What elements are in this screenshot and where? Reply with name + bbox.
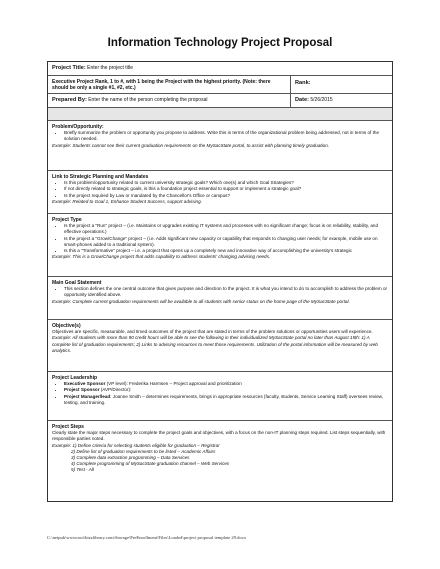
objectives-example: Example: All students with more than 90 credit hours will be able to see the following in their individualized MySacState portal no later than August 15th: 1) A complete list of graduation requirements; 2) Links to advising resources to meet those requirements. Utilization of the portal information will be measured by web analytics.: [52, 335, 378, 353]
strategic-example: Example: Related to Goal 1, Enhance Student Success, support advising.: [52, 198, 202, 204]
date-label: Date:: [295, 97, 309, 103]
divider-bar: [48, 108, 392, 121]
strategic-section: [48, 171, 392, 214]
steps-example: Example: 1) Define criteria for selecting students eligible for graduation – Registrar: [52, 442, 220, 448]
file-path-footer: C:\netpub\wwwroot\bizzlibrary.com\Storage\PreEnrollment\Files\Loaded\project proposal template 29.docx: [47, 535, 247, 540]
steps-section: [48, 421, 392, 501]
project-manager-detail: : Joanne Smith – determines requirements, brings in appropriate resources (faculty, students, Service Learning Staff) oversees review, testing, and training.: [64, 393, 384, 405]
prepared-by-label: Prepared By:: [52, 97, 87, 103]
project-type-bullet: • Is the project a "Run" project – (i.e. Maintains or upgrades existing IT systems and processes with no significant change; focus is on reliability, stability, and effective operations.): [64, 223, 388, 235]
prepared-row: [48, 94, 392, 108]
project-type-bullet: • Is this a "Transformative" project – i.e. a project that opens up a completely new and innovative way of accomplishing the university's strategic: [64, 248, 388, 254]
project-type-bullet: • Is the project a "Grow/Change" project – (i.e. Adds significant new capacity or capability that responds to changing user needs; for example, mobile use on smart-phones added to a traditional system).: [64, 236, 388, 248]
step-item: 5) Test - All: [71, 467, 94, 473]
rank-row: [48, 76, 392, 94]
document-title: Information Technology Project Proposal: [107, 37, 333, 49]
steps-heading: Project Steps: [52, 424, 84, 430]
proposal-form: [47, 61, 393, 502]
goal-example: Example: Complete current graduation requirements will be available to all students with senior status on the home page of the MySacState portal.: [52, 298, 350, 304]
goal-section: [48, 277, 392, 320]
prepared-by-value[interactable]: Enter the name of the person completing the proposal: [88, 97, 208, 103]
problem-section: [48, 121, 392, 171]
project-sponsor-role: Project Sponsor: [64, 387, 100, 393]
strategic-bullet: • If not directly related to strategic goals, is this a foundation project essential to support or implement a strategic goal?: [64, 186, 301, 192]
date-value[interactable]: 5/26/2015: [310, 97, 333, 103]
leadership-section: [48, 372, 392, 421]
steps-text: Clearly state the major steps necessary to complete the project goals and objectives, with a focus on the non-IT planning steps required. List steps sequentially, with responsible parties noted.: [52, 430, 386, 442]
objectives-heading: Objective(s): [52, 323, 81, 329]
goal-heading: Main Goal Statement: [52, 280, 102, 286]
strategic-bullet: • Is the project required by Law or mandated by the Chancellor's Office or campus?: [64, 193, 301, 199]
leadership-item: [64, 394, 388, 406]
project-manager-role: Project Manager/lead: [64, 393, 111, 399]
rank-label[interactable]: Rank:: [295, 80, 311, 86]
executive-sponsor-detail: (VP level): Frederika Harmsen – Project approval and prioritization: [106, 381, 242, 387]
project-title-row: [48, 62, 392, 76]
project-title-label: Project Title:: [52, 65, 86, 71]
goal-bullet: • This section defines the one central outcome that gives purpose and direction to the project. It is what you intend to do to accomplish to address the problem or opportunity identified above.: [64, 286, 388, 298]
step-item: 3) Complete data extraction programming – Data Services: [71, 455, 190, 461]
project-title-value[interactable]: Enter the project title: [87, 65, 134, 71]
project-type-heading: Project Type: [52, 217, 82, 223]
strategic-bullet: • Is this problem/opportunity related to current university strategic goals? Which one(s) and which Goal Strategies?: [64, 180, 301, 186]
executive-sponsor-role: Executive Sponsor: [64, 381, 106, 387]
problem-example: Example: Students cannot see their current graduation requirements on the MySacState portal, to assist with planning timely graduation.: [52, 142, 330, 148]
problem-bullet: • Briefly summarize the problem or opportunity you propose to address. Write this in terms of the organizational problem being addressed, not in terms of the solution needed.: [64, 130, 388, 142]
objectives-text: Objectives are specific, measurable, and timed outcomes of the project that are stated in terms of the problem solutions or opportunities users will experience.: [52, 329, 373, 335]
project-sponsor-detail: (AVP/Director):: [100, 387, 132, 393]
rank-description: Executive Project Rank, 1 to #, with 1 being the Project with the highest priority. (Note: there should be only a single #1, #2, etc.): [48, 76, 291, 93]
project-type-section: [48, 214, 392, 277]
problem-heading: Problem/Opportunity:: [52, 124, 104, 130]
step-item: 4) Complete programming of MySacState graduation channel – Web Services: [71, 461, 230, 467]
step-item: 2) Define list of graduation requirements to be listed – Academic Affairs: [71, 448, 216, 454]
strategic-heading: Link to Strategic Planning and Mandates: [52, 174, 149, 180]
leadership-heading: Project Leadership: [52, 375, 98, 381]
objectives-section: [48, 320, 392, 372]
project-type-example: Example: This is a Grow/Change project that adds capability to address students' changing advising needs.: [52, 254, 271, 260]
